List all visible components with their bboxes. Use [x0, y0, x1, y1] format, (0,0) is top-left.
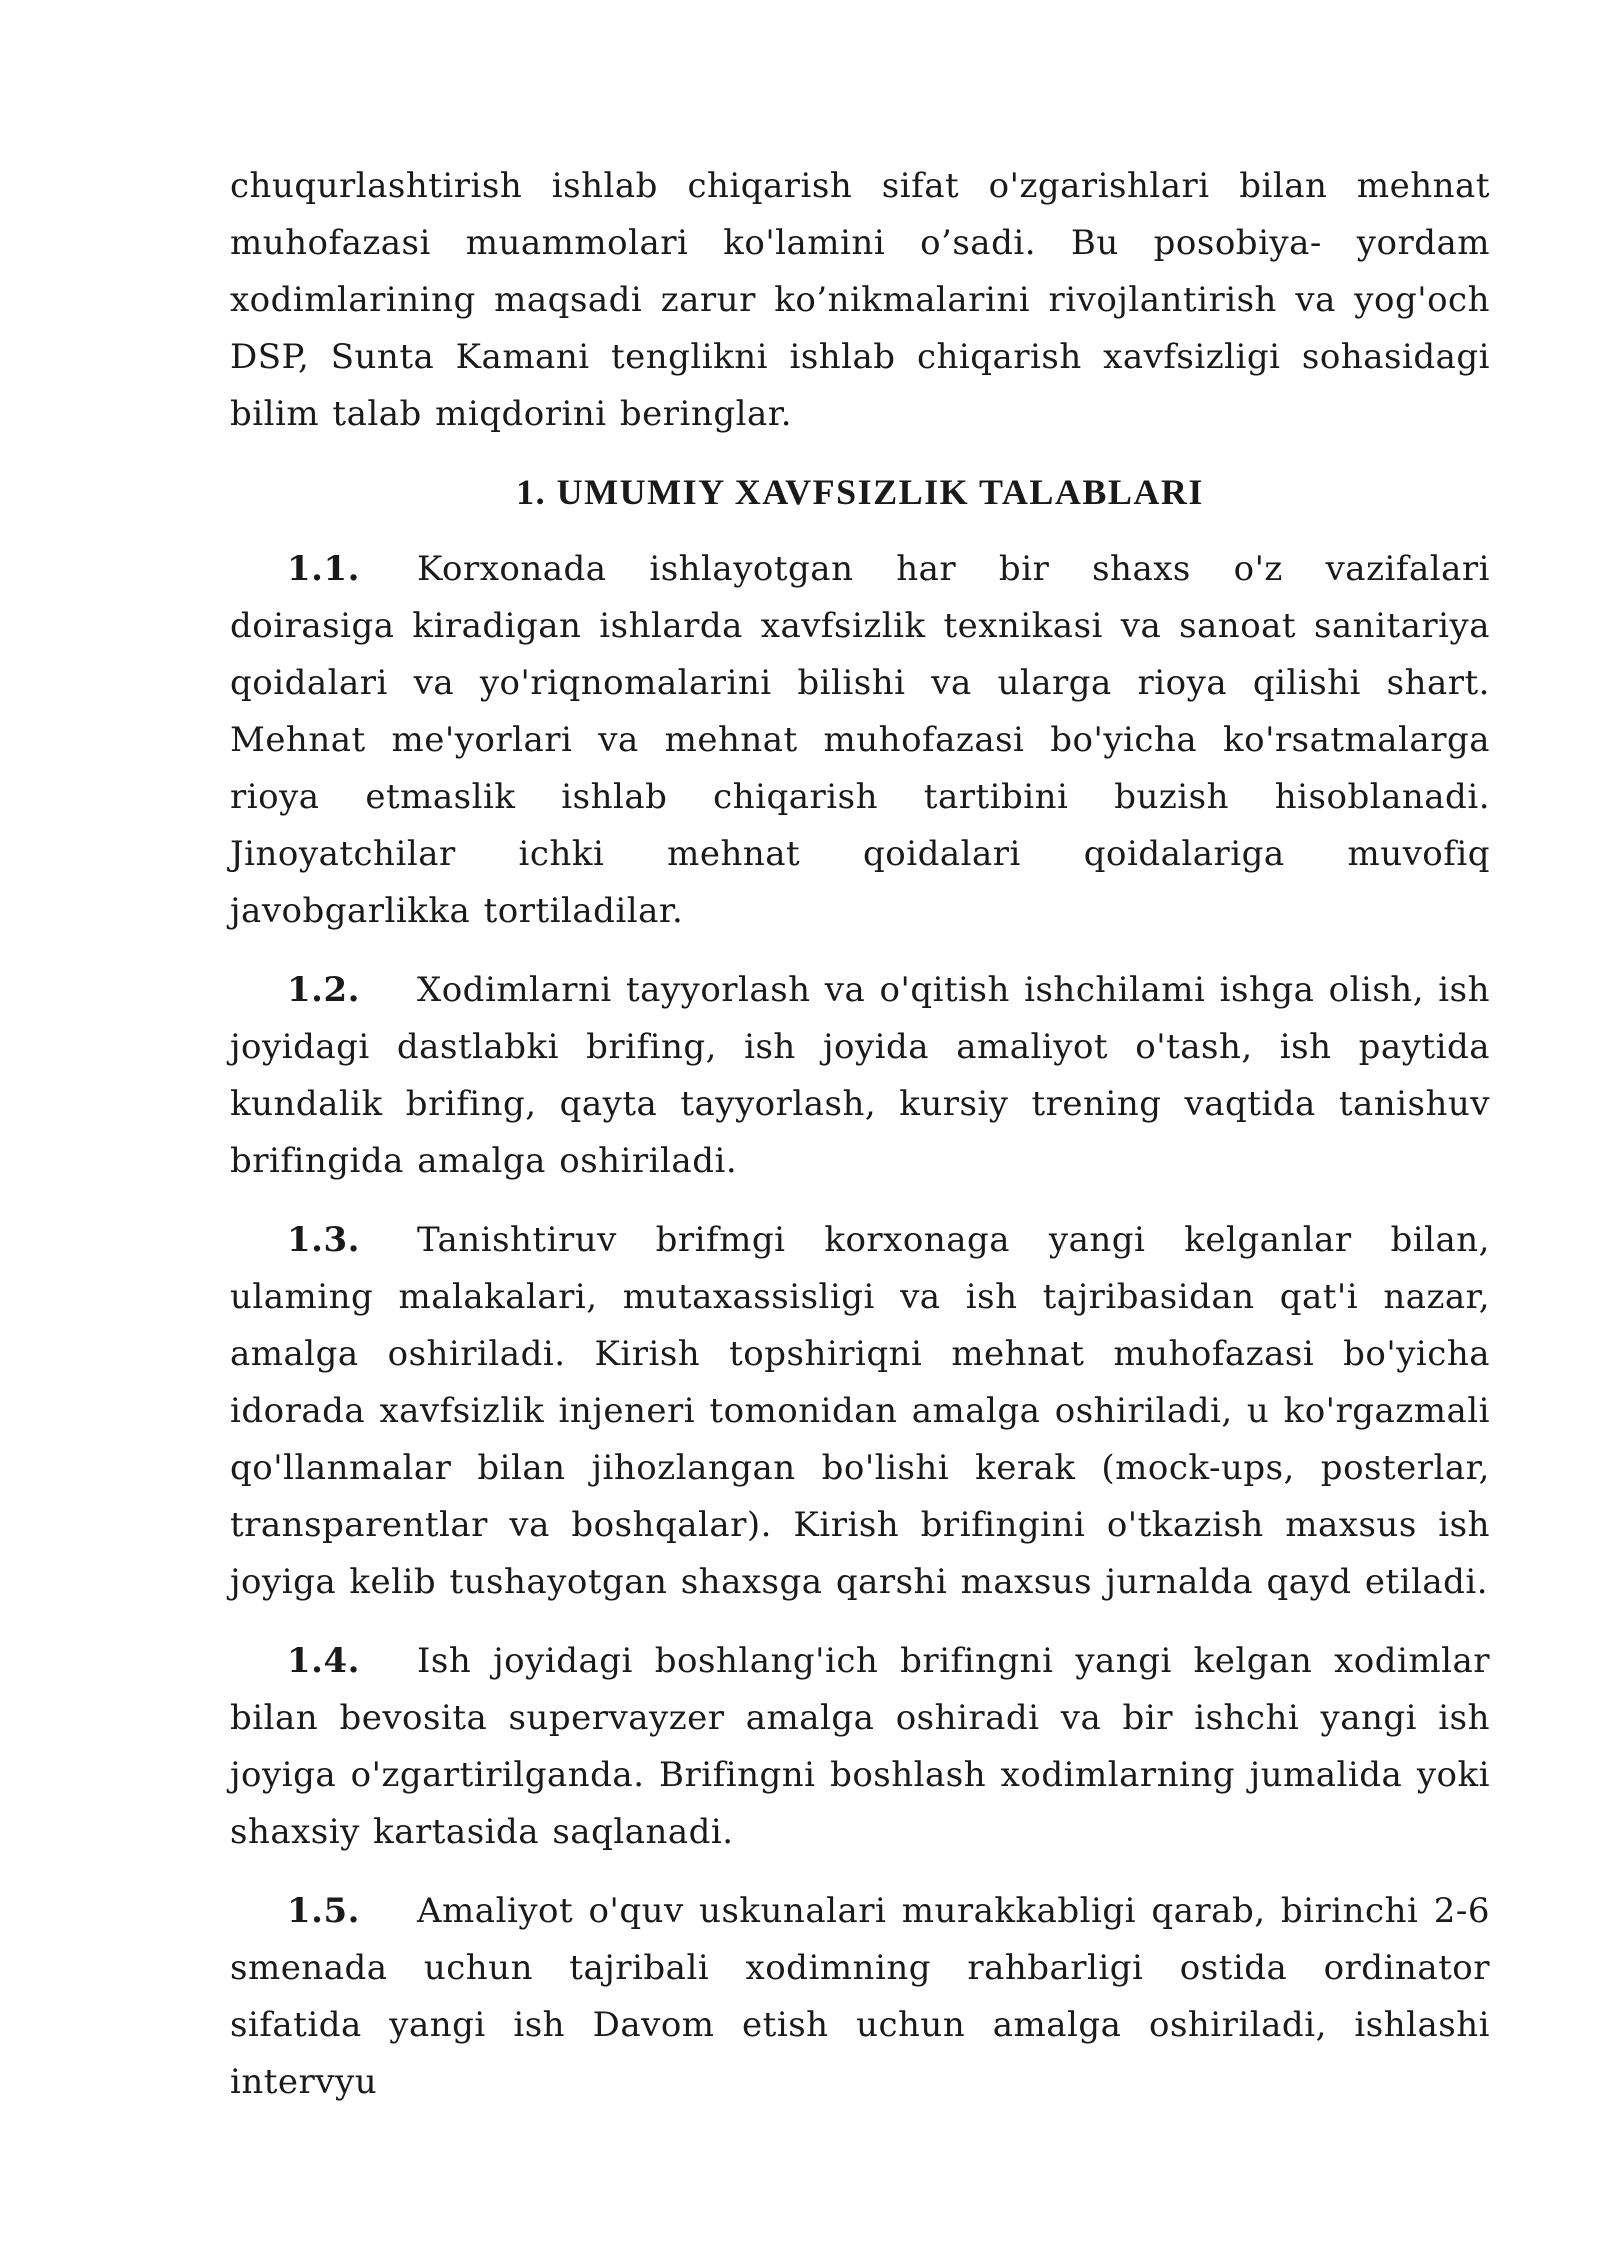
clause-number: 1.3. [287, 1220, 360, 1260]
intro-paragraph: chuqurlashtirish ishlab chiqarish sifat o'zgarishlari bilan mehnat muhofazasi muammolari ko'lamini o’sadi. Bu posobiya- yordam xodimlarining maqsadi zarur ko’nikmalarini rivojlantirish va yog'och DSP, Sunta Kamani tenglikni ishlab chiqarish xavfsizligi sohasidagi bilim talab miqdorini beringlar. [230, 166, 1490, 434]
document-page [230, 158, 1490, 2133]
clause-text: Ish joyidagi boshlang'ich brifingni yangi kelgan xodimlar bilan bevosita supervayzer amalga oshiradi va bir ishchi yangi ish joyiga o'zgartirilganda. Brifingni boshlash xodimlarning jumalida yoki shaxsiy kartasida saqlanadi. [230, 1641, 1490, 1852]
clause-1-3 [230, 1212, 1490, 1611]
clause-text: Tanishtiruv brifmgi korxonaga yangi kelganlar bilan, ulaming malakalari, mutaxassisligi va ish tajribasidan qat'i nazar, amalga oshiriladi. Kirish topshiriqni mehnat muhofazasi bo'yicha idorada xavfsizlik injeneri tomonidan amalga oshiriladi, u ko'rgazmali qo'llanmalar bilan jihozlangan bo'lishi kerak (mock-ups, posterlar, transparentlar va boshqalar). Kirish brifingini o'tkazish maxsus ish joyiga kelib tushayotgan shaxsga qarshi maxsus jurnalda qayd etiladi. [230, 1220, 1490, 1602]
clause-text: Korxonada ishlayotgan har bir shaxs o'z vazifalari doirasiga kiradigan ishlarda xavfsizlik texnikasi va sanoat sanitariya qoidalari va yo'riqnomalarini bilishi va ularga rioya qilishi shart. Mehnat me'yorlari va mehnat muhofazasi bo'yicha ko'rsatmalarga rioya etmaslik ishlab chiqarish tartibini buzish hisoblanadi. Jinoyatchilar ichki mehnat qoidalari qoidalariga muvofiq javobgarlikka tortiladilar. [230, 549, 1490, 931]
clause-1-2 [230, 962, 1490, 1190]
clause-number: 1.2. [287, 970, 360, 1010]
clause-number: 1.5. [287, 1891, 360, 1931]
clause-number: 1.4. [287, 1641, 360, 1681]
clause-text: Amaliyot o'quv uskunalari murakkabligi qarab, birinchi 2-6 smenada uchun tajribali xodimning rahbarligi ostida ordinator sifatida yangi ish Davom etish uchun amalga oshiriladi, ishlashi intervyu [230, 1891, 1490, 2102]
section-heading: 1. UMUMIY XAVFSIZLIK TALABLARI [516, 472, 1204, 512]
clause-1-1 [230, 541, 1490, 940]
clause-number: 1.1. [287, 549, 360, 589]
clause-1-4 [230, 1633, 1490, 1861]
clause-text: Xodimlarni tayyorlash va o'qitish ishchilami ishga olish, ish joyidagi dastlabki brifing, ish joyida amaliyot o'tash, ish paytida kundalik brifing, qayta tayyorlash, kursiy trening vaqtida tanishuv brifingida amalga oshiriladi. [230, 970, 1490, 1181]
clause-1-5 [230, 1883, 1490, 2111]
